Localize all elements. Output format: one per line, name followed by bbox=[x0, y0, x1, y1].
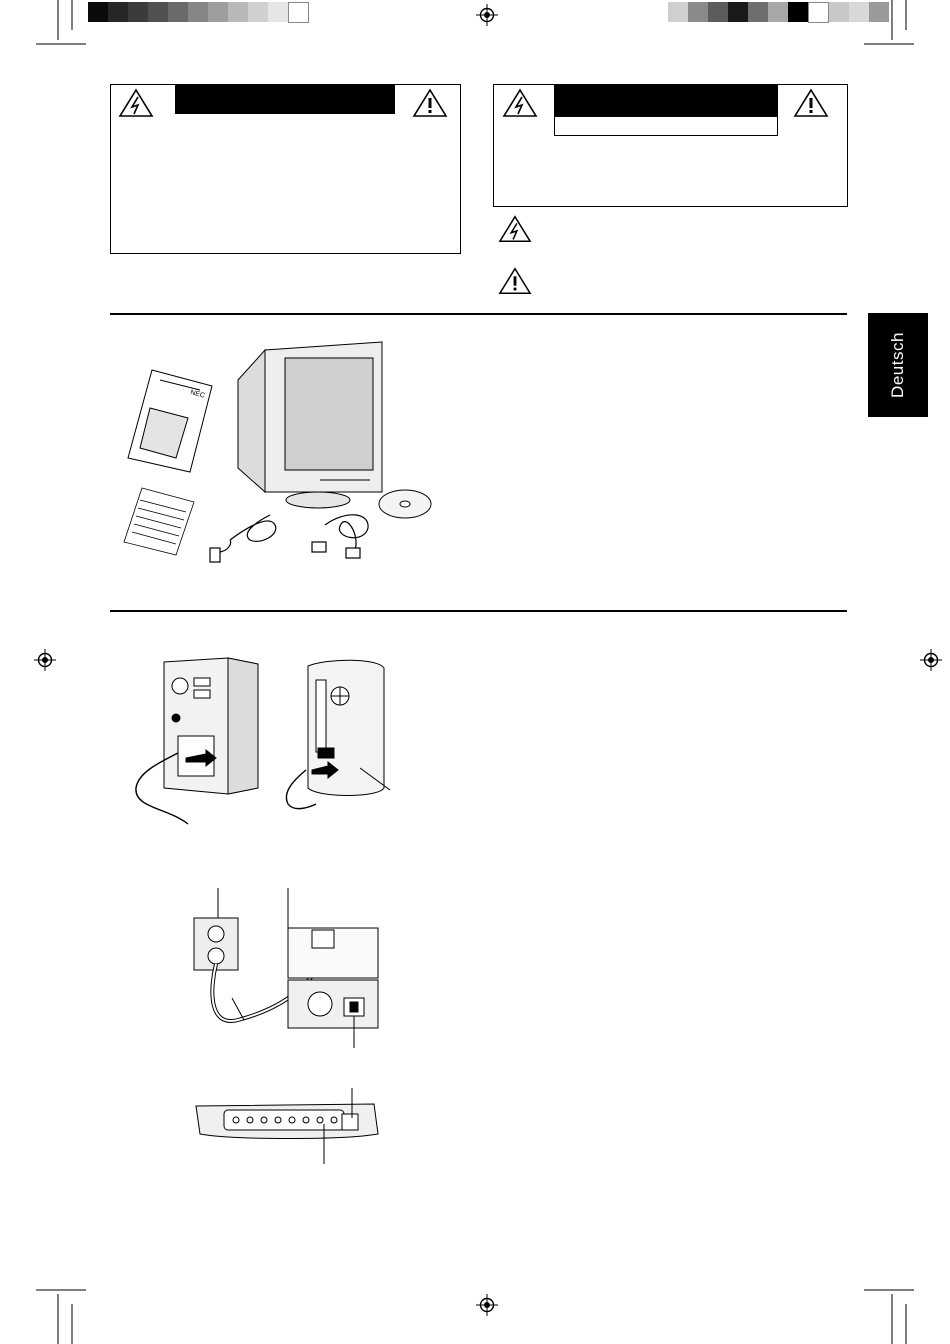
crt-monitor bbox=[238, 342, 382, 508]
front-panel-illustration bbox=[194, 1088, 384, 1164]
wall-outlet bbox=[194, 918, 238, 970]
pc-tower bbox=[164, 658, 258, 794]
exclamation-warning-icon bbox=[498, 266, 532, 296]
section-divider bbox=[110, 313, 847, 315]
user-manual bbox=[128, 370, 212, 472]
section-divider bbox=[110, 610, 847, 612]
cd-rom bbox=[379, 490, 431, 518]
exclamation-warning-icon bbox=[793, 88, 829, 118]
language-tab bbox=[868, 313, 928, 417]
lightning-warning-icon bbox=[118, 88, 154, 118]
lightning-warning-icon bbox=[502, 88, 538, 118]
power-connection-illustration bbox=[188, 888, 388, 1048]
caution-subtitle-bar bbox=[554, 116, 778, 136]
mac-tower bbox=[308, 660, 384, 795]
registration-mark-icon bbox=[920, 649, 942, 671]
caution-title-bar bbox=[554, 84, 778, 116]
svg-text:NEC: NEC bbox=[189, 389, 206, 400]
registration-mark-icon bbox=[476, 1294, 498, 1316]
language-tab-label: Deutsch bbox=[888, 332, 907, 398]
signal-connection-illustration bbox=[128, 658, 398, 828]
quick-reference-sheet bbox=[124, 488, 194, 555]
registration-mark-icon bbox=[476, 4, 498, 26]
package-contents-illustration bbox=[120, 340, 450, 580]
power-cord bbox=[210, 515, 276, 562]
registration-mark-icon bbox=[34, 649, 56, 671]
signal-cable bbox=[312, 515, 368, 558]
lightning-warning-icon bbox=[498, 214, 532, 244]
warning-title-bar bbox=[175, 84, 395, 114]
monitor-rear bbox=[288, 888, 378, 1048]
exclamation-warning-icon bbox=[412, 88, 448, 118]
